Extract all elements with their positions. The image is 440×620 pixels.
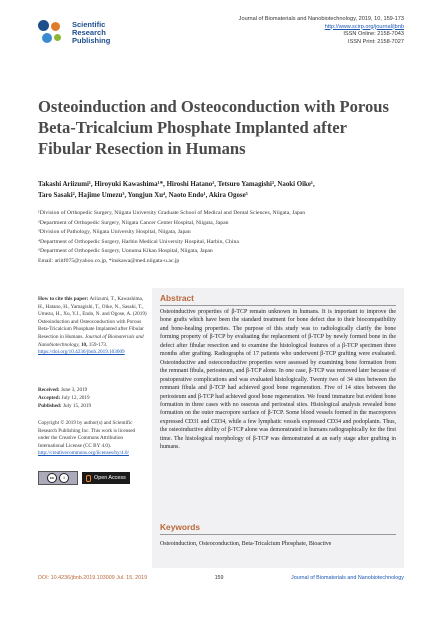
- author-list: [38, 180, 408, 201]
- open-access-label: Open Access: [94, 475, 126, 481]
- copyright-text: Copyright © 2019 by author(s) and Scientific Research Publishing Inc. This work is licensed under the Creative Commons Attribution International License (CC BY 4.0).: [38, 420, 136, 449]
- journal-meta: [239, 16, 404, 46]
- contact-email: Email: ariitf075@yahoo.co.jp, *inskawa@med.niigata-u.ac.jp: [38, 257, 180, 264]
- page-number: 159: [214, 575, 224, 581]
- accepted-date: July 12, 2019: [61, 395, 90, 401]
- affiliation-item: ⁴Department of Orthopedic Surgery, Harbin Medical University Hospital, Harbin, China: [38, 238, 239, 245]
- abstract-text: Osteoinductive properties of β-TCP remain unknown in humans. It is important to improve the bone grafts which have been the standard treatment for bone defect due to their biocompatibility and bone-healing properties. The purpose of this study was to radiologically clarify the bone forming property of β-TCP by evaluating the replacement of β-TCP by newly formed bone in the defect after fibular resection and to examine the histological features of a β-TCP specimen three months after grafting. Radiographs of 17 patients who underwent β-TCP grafting were evaluated. Osteoinductive and osteoconductive properties were assessed by examining bone formation from the remnant fibula, periosteum, and β-TCP alone. In one case, β-TCP was removed later because of postoperative complications and was evaluated histologically. Twenty two of 34 sites between the remnant fibula and β-TCP had achieved good bone regeneration. Five of 14 sites between the periosteum and β-TCP had achieved good bone regeneration. We found immature but evident bone formation in three cases with no osseous and periosteal sites. Histological analysis revealed bone formation on the outer macropore surface of β-TCP. Some blood vessels formed in the macropores expressed CD31 and CD34, while a few lymphatic vessels expressed CD34 and podoplanin. Thus, the osteoinductive ability of β-TCP alone was demonstrated in humans radiographically for the first time. The histological morphology of β-TCP was demonstrated at an early stage after grafting in humans.: [160, 309, 396, 451]
- publisher-logo-icon: [36, 18, 66, 48]
- journal-citation: Journal of Biomaterials and Nanobiotechnology, 2019, 10, 159-173: [238, 16, 404, 22]
- keywords-divider: [160, 534, 396, 535]
- issn-print: ISSN Print: 2158-7027: [348, 38, 404, 45]
- publisher-logo: [36, 18, 110, 48]
- how-to-cite-label: How to cite this paper:: [38, 296, 89, 302]
- authors-line: Taro Sasaki², Hajime Umezu³, Yongjun Xu⁴, Naoto Endo¹, Akira Ogose⁵: [38, 191, 248, 199]
- affiliation-item: ³Division of Pathology, Niigata University Hospital, Niigata, Japan: [38, 229, 191, 236]
- doi-link[interactable]: https://doi.org/10.4236/jbnb.2019.103009: [38, 349, 125, 356]
- received-label: Received:: [38, 387, 60, 393]
- published-date: July 15, 2019: [62, 403, 92, 409]
- footer-doi: DOI: 10.4236/jbnb.2019.103009 Jul. 15, 2019: [38, 575, 148, 581]
- publication-dates: [38, 386, 148, 410]
- journal-url-link[interactable]: http://www.scirp.org/journal/jbnb: [324, 23, 404, 30]
- keywords-heading: Keywords: [160, 522, 201, 532]
- footer-journal: Journal of Biomaterials and Nanobiotechnology: [291, 575, 404, 581]
- affiliation-item: ⁵Department of Orthopedic Surgery, Uonuma Kikan Hospital, Niigata, Japan: [38, 248, 213, 255]
- cc-icon: cc: [47, 473, 57, 483]
- publisher-name: Scientific Research Publishing: [72, 20, 111, 45]
- page-footer: [38, 575, 404, 581]
- license-link[interactable]: http://creativecommons.org/licenses/by/4.0/: [38, 450, 129, 457]
- received-date: June 3, 2019: [60, 387, 88, 393]
- accepted-label: Accepted:: [38, 395, 61, 401]
- citation-journal: Journal of Biomaterials and Nanobiotechnology,: [38, 333, 144, 348]
- open-access-badge[interactable]: [82, 472, 130, 484]
- cc-by-badge[interactable]: [38, 471, 78, 485]
- authors-line: Takashi Ariizumi¹, Hiroyuki Kawashima¹*, Hiroshi Hatano², Tetsuro Yamagishi³, Naoki Oike¹,: [38, 181, 315, 188]
- published-label: Published:: [38, 403, 62, 409]
- license-badges: [38, 471, 130, 485]
- open-lock-icon: [86, 475, 91, 482]
- affiliation-item: ²Department of Orthopedic Surgery, Niigata Cancer Center Hospital, Niigata, Japan: [38, 219, 229, 226]
- attribution-icon: i: [59, 473, 69, 483]
- citation-volume: 10,: [80, 341, 88, 348]
- citation-text: Ariizumi, T., Kawashima, H., Hatano, H., Yamagishi, T., Oike, N., Sasaki, T., Umezu, H., Xu, Y.J., Endo, N. and Ogose, A. (2019) Osteoinduction and Osteoconduction with Porous Beta-Tricalcium Phosphate Implanted after Fibular Resection in Humans.: [38, 296, 147, 340]
- paper-title: Osteoinduction and Osteoconduction with Porous Beta-Tricalcium Phosphate Implanted after Fibular Resection in Humans: [38, 97, 389, 158]
- issn-online: ISSN Online: 2158-7043: [343, 31, 404, 38]
- abstract-divider: [160, 305, 396, 306]
- affiliations: [38, 209, 408, 267]
- affiliation-item: ¹Division of Orthopedic Surgery, Niigata University Graduate School of Medical and Dental Sciences, Niigata, Japan: [38, 210, 306, 216]
- how-to-cite: [38, 296, 148, 357]
- keywords-text: Osteoinduction, Osteoconduction, Beta-Tricalcium Phosphate, Bioactive: [160, 541, 332, 547]
- copyright-notice: [38, 420, 148, 458]
- citation-pages: 159-173.: [88, 341, 108, 348]
- abstract-heading: Abstract: [160, 293, 194, 303]
